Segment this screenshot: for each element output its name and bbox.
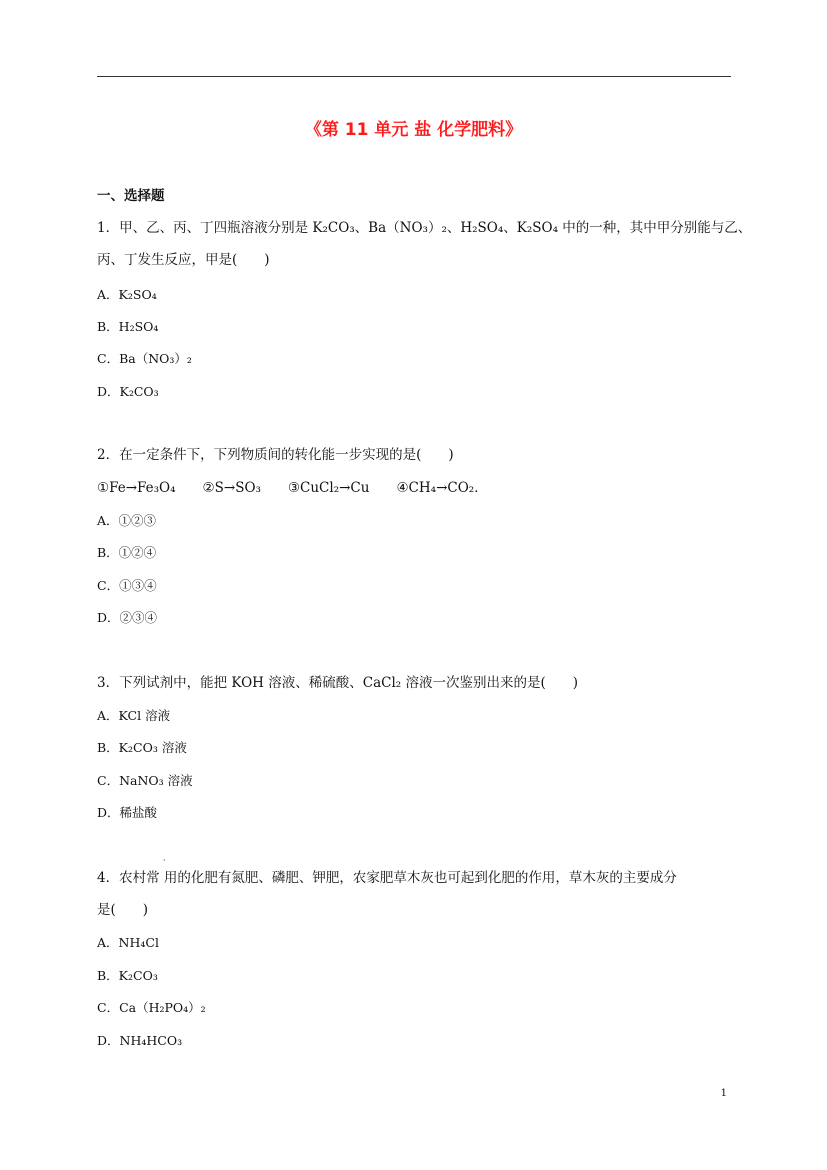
question-4-stem-line-1: 4．农村常 用的化肥有氮肥、磷肥、钾肥，农家肥草木灰也可起到化肥的作用，草木灰的主要成分 [97, 870, 677, 886]
question-2-option-a: A．①②③ [97, 513, 157, 528]
header-rule [97, 76, 731, 77]
stray-dot-mark: · [163, 856, 166, 865]
question-1-stem-line-1: 1．甲、乙、丙、丁四瓶溶液分别是 K₂CO₃、Ba（NO₃）₂、H₂SO₄、K₂SO₄ 中的一种，其中甲分别能与乙、 [97, 220, 752, 236]
question-3-option-a: A．KCl 溶液 [97, 708, 171, 723]
question-4-option-a: A．NH₄Cl [97, 935, 159, 950]
question-3-option-c: C．NaNO₃ 溶液 [97, 773, 193, 788]
question-4-option-d: D．NH₄HCO₃ [97, 1033, 183, 1048]
page-number: 1 [720, 1088, 727, 1099]
question-3-option-d: D．稀盐酸 [97, 805, 158, 820]
question-1-option-d: D．K₂CO₃ [97, 384, 159, 399]
question-3-stem-line-1: 3．下列试剂中，能把 KOH 溶液、稀硫酸、CaCl₂ 溶液一次鉴别出来的是( ) [97, 675, 578, 691]
question-2-option-c: C．①③④ [97, 578, 157, 593]
question-4-option-b: B．K₂CO₃ [97, 968, 158, 983]
section-heading: 一、选择题 [97, 188, 165, 204]
question-1-option-c: C．Ba（NO₃）₂ [97, 351, 192, 366]
question-2-stem-line-1: 2．在一定条件下，下列物质间的转化能一步实现的是( ) [97, 447, 454, 463]
question-3-option-b: B．K₂CO₃ 溶液 [97, 740, 187, 755]
question-2-option-b: B．①②④ [97, 545, 157, 560]
document-title: 《第 11 单元 盐 化学肥料》 [304, 120, 523, 140]
question-2-stem-line-2: ①Fe→Fe₃O₄ ②S→SO₃ ③CuCl₂→Cu ④CH₄→CO₂． [97, 480, 488, 496]
question-4-option-c: C．Ca（H₂PO₄）₂ [97, 1000, 206, 1015]
question-4-stem-line-2: 是( ) [97, 902, 149, 918]
question-1-stem-line-2: 丙、丁发生反应，甲是( ) [97, 252, 270, 268]
question-1-option-b: B．H₂SO₄ [97, 319, 159, 334]
question-1-option-a: A．K₂SO₄ [97, 287, 157, 302]
question-2-option-d: D．②③④ [97, 610, 158, 625]
